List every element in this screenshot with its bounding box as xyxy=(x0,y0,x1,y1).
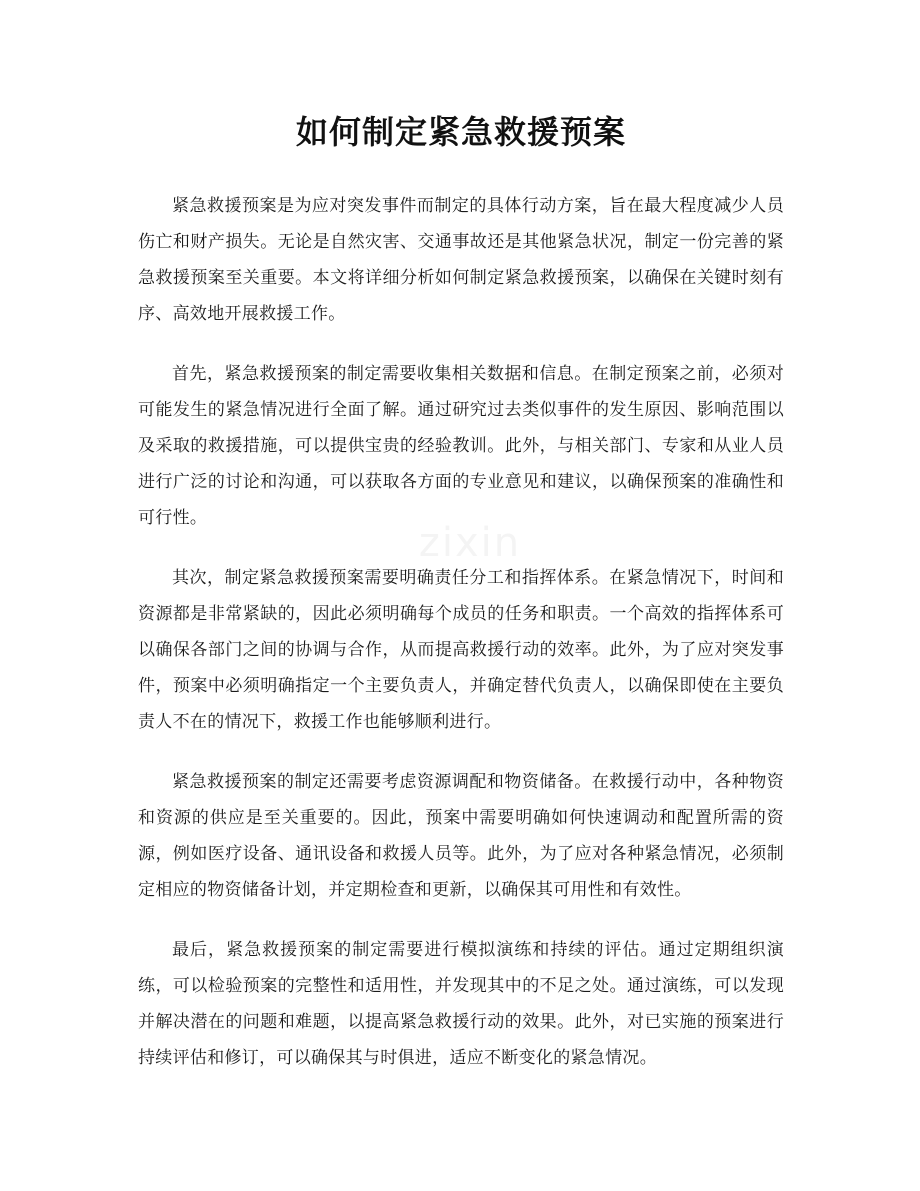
paragraph-data-collection: 首先，紧急救援预案的制定需要收集相关数据和信息。在制定预案之前，必须对可能发生的紧急情况进行全面了解。通过研究过去类似事件的发生原因、影响范围以及采取的救援措施，可以提供宝贵的经验教训。此外，与相关部门、专家和从业人员进行广泛的讨论和沟通，可以获取各方面的专业意见和建议，以确保预案的准确性和可行性。 xyxy=(138,364,784,528)
document-page xyxy=(138,0,784,1100)
watermark: zixin xyxy=(418,520,522,566)
document-body xyxy=(138,188,784,1076)
paragraph-resources: 紧急救援预案的制定还需要考虑资源调配和物资储备。在救援行动中，各种物资和资源的供应是至关重要的。因此，预案中需要明确如何快速调动和配置所需的资源，例如医疗设备、通讯设备和救援人员等。此外，为了应对各种紧急情况，必须制定相应的物资储备计划，并定期检查和更新，以确保其可用性和有效性。 xyxy=(138,772,784,900)
document-title: 如何制定紧急救援预案 xyxy=(295,113,626,151)
paragraph-intro: 紧急救援预案是为应对突发事件而制定的具体行动方案，旨在最大程度减少人员伤亡和财产损失。无论是自然灾害、交通事故还是其他紧急状况，制定一份完善的紧急救援预案至关重要。本文将详细分析如何制定紧急救援预案，以确保在关键时刻有序、高效地开展救援工作。 xyxy=(138,196,784,324)
paragraph-drills: 最后，紧急救援预案的制定需要进行模拟演练和持续的评估。通过定期组织演练，可以检验预案的完整性和适用性，并发现其中的不足之处。通过演练，可以发现并解决潜在的问题和难题，以提高紧急救援行动的效果。此外，对已实施的预案进行持续评估和修订，可以确保其与时俱进，适应不断变化的紧急情况。 xyxy=(138,940,784,1068)
paragraph-responsibility: 其次，制定紧急救援预案需要明确责任分工和指挥体系。在紧急情况下，时间和资源都是非常紧缺的，因此必须明确每个成员的任务和职责。一个高效的指挥体系可以确保各部门之间的协调与合作，从而提高救援行动的效率。此外，为了应对突发事件，预案中必须明确指定一个主要负责人，并确定替代负责人，以确保即使在主要负责人不在的情况下，救援工作也能够顺利进行。 xyxy=(138,568,784,732)
